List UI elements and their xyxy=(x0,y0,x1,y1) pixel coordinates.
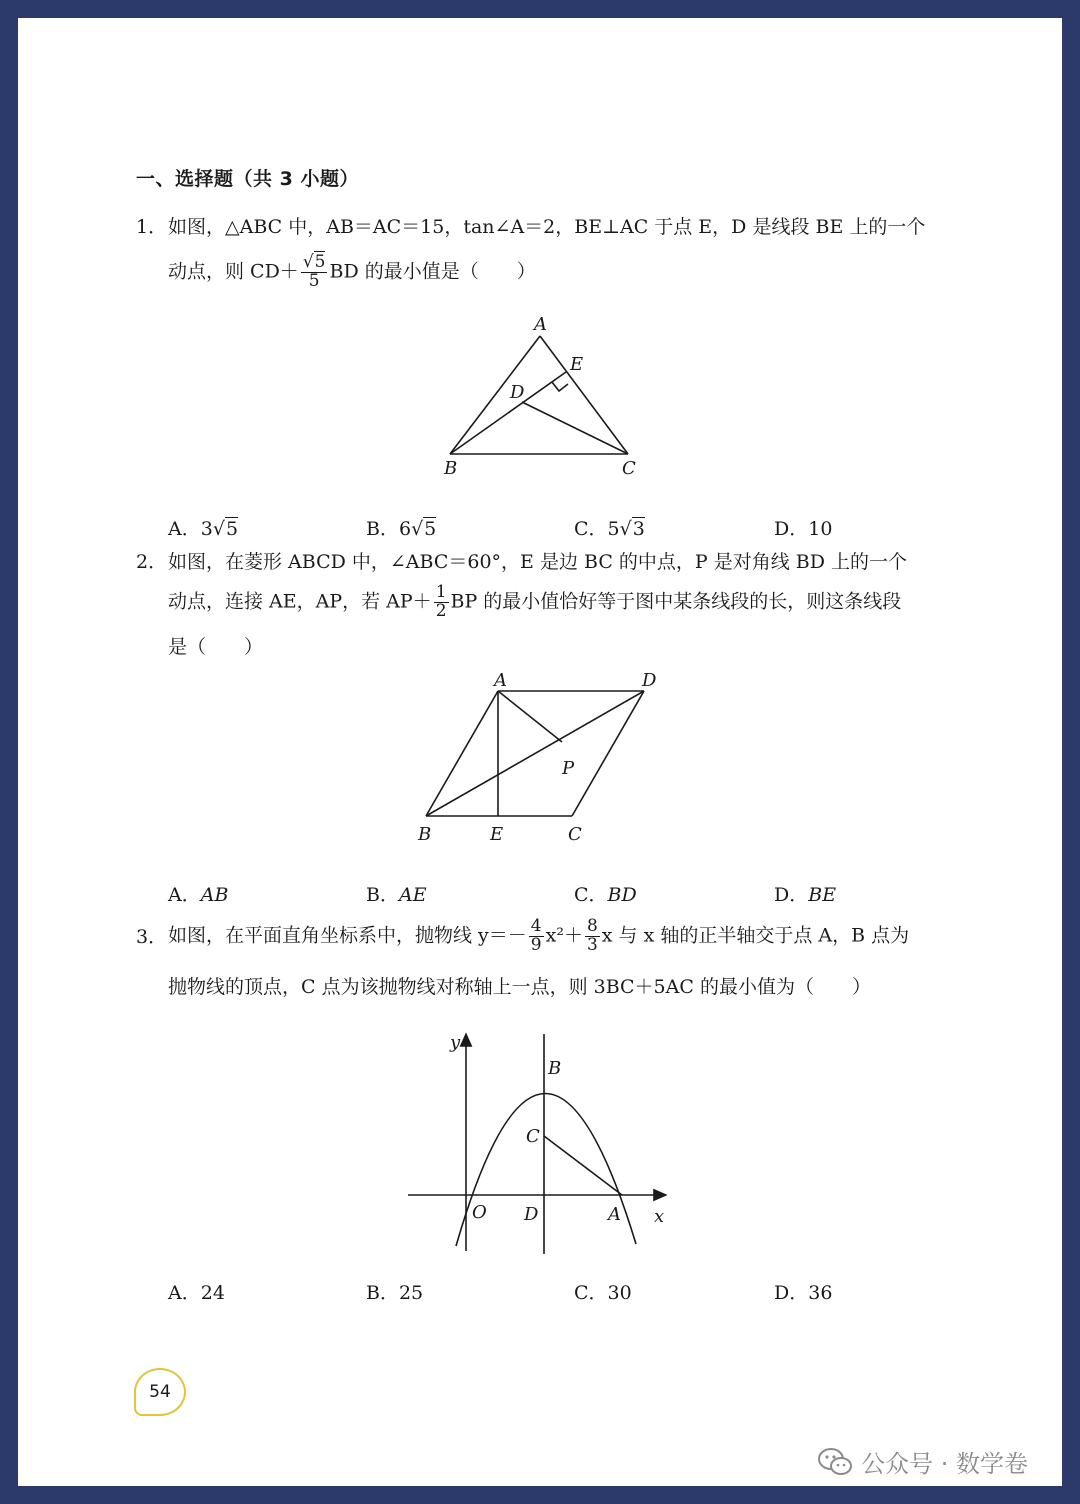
q3-option-a-value: 24 xyxy=(200,1282,225,1304)
q1-option-c-letter: C． xyxy=(574,518,608,540)
q2-label-D: D xyxy=(642,670,657,691)
q2-option-a-letter: A． xyxy=(168,884,201,906)
q3-option-d-letter: D． xyxy=(774,1282,809,1304)
q2-option-b-value: AE xyxy=(398,884,427,906)
q2-option-a-value: AB xyxy=(200,884,229,906)
q1-option-d[interactable] xyxy=(774,514,832,541)
q3-text-line2: 抛物线的顶点，C 点为该抛物线对称轴上一点，则 3BC＋5AC 的最小值为（ ） xyxy=(168,976,871,998)
q2-label-A: A xyxy=(494,670,507,691)
q3-option-b[interactable] xyxy=(366,1278,423,1305)
q1-option-c-coef: 5 xyxy=(607,518,620,540)
q1-option-c[interactable]: C．5√3 xyxy=(574,518,645,540)
q1-label-C: C xyxy=(622,458,636,479)
q3-fraction-2 xyxy=(585,918,600,955)
q2-text-line1: 如图，在菱形 ABCD 中，∠ABC＝60°，E 是边 BC 的中点，P 是对角线 BD 上的一个 xyxy=(168,551,907,573)
q1-option-b-rad: 5 xyxy=(424,518,437,540)
q2-option-d-value: BE xyxy=(808,884,837,906)
q1-fraction: $\frac{√5}{5}$ xyxy=(302,252,326,291)
q2-option-c-value: BD xyxy=(607,884,637,906)
q1-label-D: D xyxy=(510,382,525,403)
q2-frac-numerator: 1 xyxy=(435,582,447,602)
q2-fraction xyxy=(434,584,449,621)
q2-number: 2． xyxy=(136,551,168,573)
q3-line1-pre: 如图，在平面直角坐标系中，抛物线 y＝－ xyxy=(168,924,527,947)
q2-option-a[interactable] xyxy=(168,880,228,907)
q3-fraction-1 xyxy=(529,918,544,955)
q3-option-b-value: 25 xyxy=(398,1282,424,1304)
q3-option-a-letter: A． xyxy=(168,1282,201,1304)
section-title: 一、选择题（共 3 小题） xyxy=(136,168,359,190)
q2-option-c-letter: C． xyxy=(574,884,608,906)
q1-option-c-rad: 3 xyxy=(632,518,645,540)
q3-frac2-denominator: 3 xyxy=(586,934,598,955)
q3-label-O: O xyxy=(472,1202,487,1223)
q1-option-a-coef: 3 xyxy=(200,518,213,540)
q3-number: 3． xyxy=(136,926,168,948)
q1-option-a-letter: A． xyxy=(168,518,201,540)
q2-text-line2 xyxy=(168,584,901,621)
q1-line2-post: BD 的最小值是（ ） xyxy=(329,260,536,283)
q2-option-c[interactable] xyxy=(574,880,637,907)
q1-label-E: E xyxy=(570,354,584,375)
q3-line1-post: x 与 x 轴的正半轴交于点 A，B 点为 xyxy=(601,924,910,947)
q2-rhombus-figure xyxy=(408,670,688,850)
q1-frac-numerator: 5 xyxy=(314,252,326,272)
q3-text-line1 xyxy=(168,918,909,955)
q1-frac-denominator: 5 xyxy=(308,270,320,291)
q2-option-b-letter: B． xyxy=(366,884,399,906)
q2-line2-post: BP 的最小值恰好等于图中某条线段的长，则这条线段 xyxy=(450,590,902,613)
q3-label-x: x xyxy=(654,1206,665,1227)
q1-option-a-rad: 5 xyxy=(225,518,239,540)
q2-frac-denominator: 2 xyxy=(435,600,447,621)
q2-label-P: P xyxy=(562,758,575,779)
q1-text-line2 xyxy=(168,254,536,291)
q2-option-d[interactable] xyxy=(774,880,836,907)
q1-option-d-value: 10 xyxy=(808,518,833,540)
q1-label-A: A xyxy=(534,314,547,335)
q1-option-a[interactable]: A．3√5 xyxy=(168,518,239,540)
q3-label-C: C xyxy=(526,1126,540,1147)
q3-option-b-letter: B． xyxy=(366,1282,399,1304)
q3-frac2-numerator: 8 xyxy=(586,916,598,936)
q2-text-line3: 是（ ） xyxy=(168,636,264,658)
q3-label-y: y xyxy=(450,1032,461,1053)
q3-frac1-numerator: 4 xyxy=(530,916,542,936)
q1-option-b-coef: 6 xyxy=(398,518,412,540)
q1-option-d-letter: D． xyxy=(774,518,809,540)
document-page xyxy=(18,18,1062,1486)
q2-option-d-letter: D． xyxy=(774,884,809,906)
q3-option-c-value: 30 xyxy=(607,1282,632,1304)
q2-label-B: B xyxy=(418,824,432,845)
q1-number: 1． xyxy=(136,216,168,238)
q2-option-b[interactable] xyxy=(366,880,427,907)
q3-option-d[interactable] xyxy=(774,1278,832,1305)
watermark xyxy=(817,1444,1028,1479)
q1-line2-pre: 动点，则 CD＋ xyxy=(168,260,299,283)
page-number-badge: 54 xyxy=(134,1368,186,1416)
q1-option-b-letter: B． xyxy=(366,518,399,540)
q2-label-C: C xyxy=(568,824,582,845)
q3-option-a[interactable] xyxy=(168,1278,225,1305)
q3-parabola-figure xyxy=(398,1028,678,1268)
q3-label-B: B xyxy=(548,1058,562,1079)
q3-line1-mid: x²＋ xyxy=(545,924,583,947)
q1-option-b[interactable]: B．6√5 xyxy=(366,518,437,540)
q3-option-c[interactable] xyxy=(574,1278,632,1305)
q3-option-c-letter: C． xyxy=(574,1282,608,1304)
q1-label-B: B xyxy=(444,458,458,479)
q3-option-d-value: 36 xyxy=(808,1282,833,1304)
wechat-icon xyxy=(817,1447,853,1477)
q3-label-A: A xyxy=(608,1204,621,1225)
watermark-text: 公众号 · 数学卷 xyxy=(861,1450,1028,1478)
q2-label-E: E xyxy=(490,824,504,845)
q1-triangle-figure xyxy=(428,314,668,484)
q1-text-line1: 如图，△ABC 中，AB＝AC＝15，tan∠A＝2，BE⊥AC 于点 E，D 是线段 BE 上的一个 xyxy=(168,216,926,238)
q2-line2-pre: 动点，连接 AE，AP，若 AP＋ xyxy=(168,590,432,613)
q3-label-D: D xyxy=(524,1204,539,1225)
q3-frac1-denominator: 9 xyxy=(530,934,542,955)
